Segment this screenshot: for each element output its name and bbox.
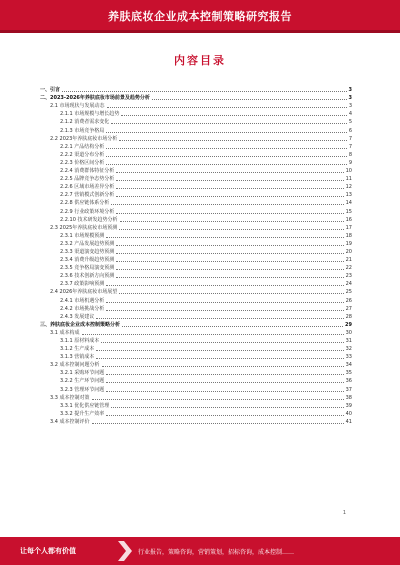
toc-entry[interactable] xyxy=(40,328,352,336)
dot-leader xyxy=(106,309,343,311)
toc-entry-page: 16 xyxy=(345,216,352,223)
toc-entry[interactable] xyxy=(40,142,352,150)
toc-entry-page: 41 xyxy=(345,418,352,425)
toc-entry-text: 3.2.2 生产环节问题 xyxy=(60,378,105,385)
toc-entry[interactable] xyxy=(40,239,352,247)
toc-entry-text: 2.4.1 市场机遇分析 xyxy=(60,297,105,304)
dot-leader xyxy=(62,90,347,92)
toc-entry-page: 8 xyxy=(348,151,352,158)
toc-entry[interactable] xyxy=(40,320,352,328)
footer-services: 行业报告，策略咨询，营销策划，招标咨询，成本控制…… xyxy=(138,549,295,556)
toc-entry[interactable] xyxy=(40,376,352,384)
toc-entry-page: 9 xyxy=(348,159,352,166)
toc-entry[interactable] xyxy=(40,166,352,174)
toc-entry[interactable] xyxy=(40,352,352,360)
report-title: 养肤底妆企业成本控制策略研究报告 xyxy=(108,10,292,23)
toc-entry[interactable] xyxy=(40,287,352,295)
toc-entry[interactable] xyxy=(40,231,352,239)
toc-entry-text: 2.3.4 消费升级趋势预测 xyxy=(60,257,115,264)
toc-entry-text: 2.2.6 区域市场差异分析 xyxy=(60,184,115,191)
toc-entry-text: 3.3.2 提升生产效率 xyxy=(60,410,105,417)
dot-leader xyxy=(116,179,343,181)
toc-entry-text: 2.2.7 营销模式创新分析 xyxy=(60,192,115,199)
toc-entry[interactable] xyxy=(40,117,352,125)
toc-entry[interactable] xyxy=(40,190,352,198)
toc-entry-text: 2.2.9 行业政策环境分析 xyxy=(60,208,115,215)
toc-entry-page: 15 xyxy=(345,208,352,215)
toc-entry[interactable] xyxy=(40,206,352,214)
dot-leader xyxy=(92,398,344,400)
toc-entry-page: 39 xyxy=(345,402,352,409)
toc-entry[interactable] xyxy=(40,279,352,287)
toc-entry-page: 32 xyxy=(345,346,352,353)
toc-entry-text: 2.2.8 供应链体系分析 xyxy=(60,200,110,207)
toc-entry-page: 6 xyxy=(348,127,352,134)
toc-entry-text: 2.3 2025年养肤底妆市场预测 xyxy=(50,224,118,231)
toc-entry-page: 7 xyxy=(348,135,352,142)
toc-entry-page: 19 xyxy=(345,240,352,247)
toc-entry-page: 22 xyxy=(345,265,352,272)
toc-entry[interactable] xyxy=(40,360,352,368)
toc-entry-text: 2.3.6 技术创新方向预测 xyxy=(60,273,115,280)
toc-entry-page: 28 xyxy=(345,313,352,320)
dot-leader xyxy=(106,284,343,286)
toc-entry[interactable] xyxy=(40,336,352,344)
toc-entry-page: 17 xyxy=(345,224,352,231)
toc-entry-page: 33 xyxy=(345,354,352,361)
toc-entry-text: 3.2.1 采购环节问题 xyxy=(60,370,105,377)
toc-entry-page: 35 xyxy=(345,370,352,377)
toc-entry[interactable] xyxy=(40,158,352,166)
dot-leader xyxy=(106,373,343,375)
toc-entry-text: 2.1.2 消费者需求变化 xyxy=(60,119,110,126)
toc-entry-page: 3 xyxy=(348,95,352,102)
toc-entry-page: 27 xyxy=(345,305,352,312)
toc-entry-page: 20 xyxy=(345,248,352,255)
toc-entry-page: 5 xyxy=(348,119,352,126)
dot-leader xyxy=(107,106,347,108)
toc-entry[interactable] xyxy=(40,344,352,352)
toc-entry[interactable] xyxy=(40,312,352,320)
header-stripe xyxy=(0,30,400,33)
dot-leader xyxy=(96,357,343,359)
toc-entry[interactable] xyxy=(40,368,352,376)
dot-leader xyxy=(106,155,347,157)
footer-slogan: 让每个人都有价值 xyxy=(20,547,76,555)
dot-leader xyxy=(106,131,347,133)
toc-entry-page: 4 xyxy=(348,111,352,118)
toc-entry-page: 14 xyxy=(345,200,352,207)
dot-leader xyxy=(82,333,344,335)
toc-entry-text: 2.3.1 市场规模预测 xyxy=(60,232,105,239)
dot-leader xyxy=(116,195,343,197)
dot-leader xyxy=(116,252,343,254)
dot-leader xyxy=(116,212,343,214)
toc-entry-page: 29 xyxy=(345,321,352,328)
dot-leader xyxy=(96,349,343,351)
toc-entry[interactable] xyxy=(40,255,352,263)
toc-entry-page: 24 xyxy=(345,281,352,288)
dot-leader xyxy=(120,220,344,222)
toc-entry-page: 21 xyxy=(345,257,352,264)
toc-entry[interactable] xyxy=(40,125,352,133)
toc-entry[interactable] xyxy=(40,304,352,312)
toc-entry-page: 3 xyxy=(348,103,352,110)
toc-entry-page: 30 xyxy=(345,329,352,336)
toc-entry-text: 3.4 成本控制评价 xyxy=(50,418,90,425)
dot-leader xyxy=(106,147,347,149)
toc-entry-page: 12 xyxy=(345,184,352,191)
dot-leader xyxy=(106,390,343,392)
toc-entry[interactable] xyxy=(40,215,352,223)
toc-entry-text: 3.1 成本构成 xyxy=(50,329,80,336)
dot-leader xyxy=(116,260,343,262)
dot-leader xyxy=(106,163,347,165)
chevron-decoration-icon xyxy=(118,541,132,561)
dot-leader xyxy=(119,228,343,230)
toc-entry-page: 31 xyxy=(345,338,352,344)
toc-entry-page: 34 xyxy=(345,362,352,369)
toc-entry-text: 2.2 2023年养肤底妆市场分析 xyxy=(50,135,118,142)
toc-entry[interactable] xyxy=(40,409,352,417)
dot-leader xyxy=(116,171,343,173)
toc-entry[interactable] xyxy=(40,101,352,109)
dot-leader xyxy=(92,422,344,424)
dot-leader xyxy=(101,341,343,343)
dot-leader xyxy=(96,317,343,319)
toc-entry-page: 37 xyxy=(345,386,352,393)
toc-entry-page: 36 xyxy=(345,378,352,385)
toc-entry-text: 2.3.3 渠道演变趋势预测 xyxy=(60,248,115,255)
toc-entry-page: 23 xyxy=(345,273,352,280)
dot-leader xyxy=(106,414,343,416)
toc-entry[interactable] xyxy=(40,150,352,158)
toc-entry[interactable] xyxy=(40,393,352,401)
toc-entry-text: 2.2.3 价格区间分析 xyxy=(60,159,105,166)
toc-entry-text: 2.3.7 政策影响预测 xyxy=(60,281,105,288)
toc-entry-text: 二、2023-2026年养肤底妆市场前景及趋势分析 xyxy=(40,95,150,102)
dot-leader xyxy=(116,187,343,189)
page-number: 1 xyxy=(342,510,346,516)
dot-leader xyxy=(111,203,343,205)
toc-entry-page: 25 xyxy=(345,289,352,296)
dot-leader xyxy=(106,301,343,303)
toc-entry[interactable] xyxy=(40,271,352,279)
toc-entry[interactable] xyxy=(40,182,352,190)
toc-entry[interactable] xyxy=(40,109,352,117)
toc-entry-text: 2.1.3 市场竞争格局 xyxy=(60,127,105,134)
toc-entry[interactable] xyxy=(40,174,352,182)
toc-entry[interactable] xyxy=(40,263,352,271)
toc-entry-text: 3.2.3 管理环节问题 xyxy=(60,386,105,393)
toc-entry-text: 2.1.1 市场规模与增长趋势 xyxy=(60,111,120,118)
toc-entry[interactable] xyxy=(40,85,352,93)
footer-bar xyxy=(0,537,400,565)
dot-leader xyxy=(119,139,347,141)
toc-entry-text: 3.3.1 优化供应链管理 xyxy=(60,402,110,409)
dot-leader xyxy=(102,365,344,367)
dot-leader xyxy=(106,236,343,238)
dot-leader xyxy=(122,325,343,327)
toc-entry[interactable] xyxy=(40,417,352,425)
dot-leader xyxy=(152,98,347,100)
dot-leader xyxy=(116,244,343,246)
toc-entry-text: 2.2.5 品牌竞争态势分析 xyxy=(60,176,115,183)
toc-entry-text: 一、引言 xyxy=(40,87,61,94)
dot-leader xyxy=(106,381,343,383)
toc-entry-text: 3.1.3 营销成本 xyxy=(60,354,95,361)
toc-entry-page: 26 xyxy=(345,297,352,304)
toc-entry-page: 3 xyxy=(348,87,352,94)
toc-entry-text: 2.3.2 产品发展趋势预测 xyxy=(60,240,115,247)
toc-entry-text: 2.4.2 市场挑战分析 xyxy=(60,305,105,312)
toc-entry-text: 2.2.10 技术研发趋势分析 xyxy=(60,216,118,223)
toc-entry-page: 38 xyxy=(345,394,352,401)
toc-entry-page: 40 xyxy=(345,410,352,417)
toc-entry[interactable] xyxy=(40,384,352,392)
toc-entry-text: 3.1.1 原材料成本 xyxy=(60,338,100,344)
dot-leader xyxy=(119,292,343,294)
dot-leader xyxy=(121,114,346,116)
toc-heading: 内容目录 xyxy=(174,54,226,67)
toc-entry-text: 3.2 成本控制问题分析 xyxy=(50,362,100,369)
dot-leader xyxy=(116,268,343,270)
toc-entry[interactable] xyxy=(40,295,352,303)
toc-entry-text: 3.1.2 生产成本 xyxy=(60,346,95,353)
toc-entry-text: 2.4.3 发展建议 xyxy=(60,313,95,320)
dot-leader xyxy=(116,276,343,278)
toc-entry-page: 7 xyxy=(348,143,352,150)
toc-entry-text: 2.3.5 竞争格局演变预测 xyxy=(60,265,115,272)
toc-entry[interactable] xyxy=(40,401,352,409)
toc-entry-text: 2.1 市场现状与发展动态 xyxy=(50,103,105,110)
toc-entry-text: 2.2.1 产品结构分析 xyxy=(60,143,105,150)
toc-entry-text: 2.4 2026年养肤底妆市场展望 xyxy=(50,289,118,296)
toc-entry-text: 2.2.2 渠道分布分析 xyxy=(60,151,105,158)
toc-entry[interactable] xyxy=(40,198,352,206)
toc-entry-page: 13 xyxy=(345,192,352,199)
toc-entry-page: 18 xyxy=(345,232,352,239)
toc-entry[interactable] xyxy=(40,247,352,255)
toc-entry-page: 11 xyxy=(345,176,352,183)
toc-entry-text: 2.2.4 消费群体特征分析 xyxy=(60,168,115,175)
toc-entry[interactable] xyxy=(40,223,352,231)
toc-entry[interactable] xyxy=(40,134,352,142)
toc-entry[interactable] xyxy=(40,93,352,101)
toc-entry-text: 三、养肤底妆企业成本控制策略分析 xyxy=(40,321,121,328)
header-bar xyxy=(0,0,400,30)
toc-entry-text: 3.3 成本控制对策 xyxy=(50,394,90,401)
toc-entry-page: 10 xyxy=(345,168,352,175)
dot-leader xyxy=(111,406,343,408)
dot-leader xyxy=(111,122,347,124)
table-of-contents xyxy=(40,85,352,425)
